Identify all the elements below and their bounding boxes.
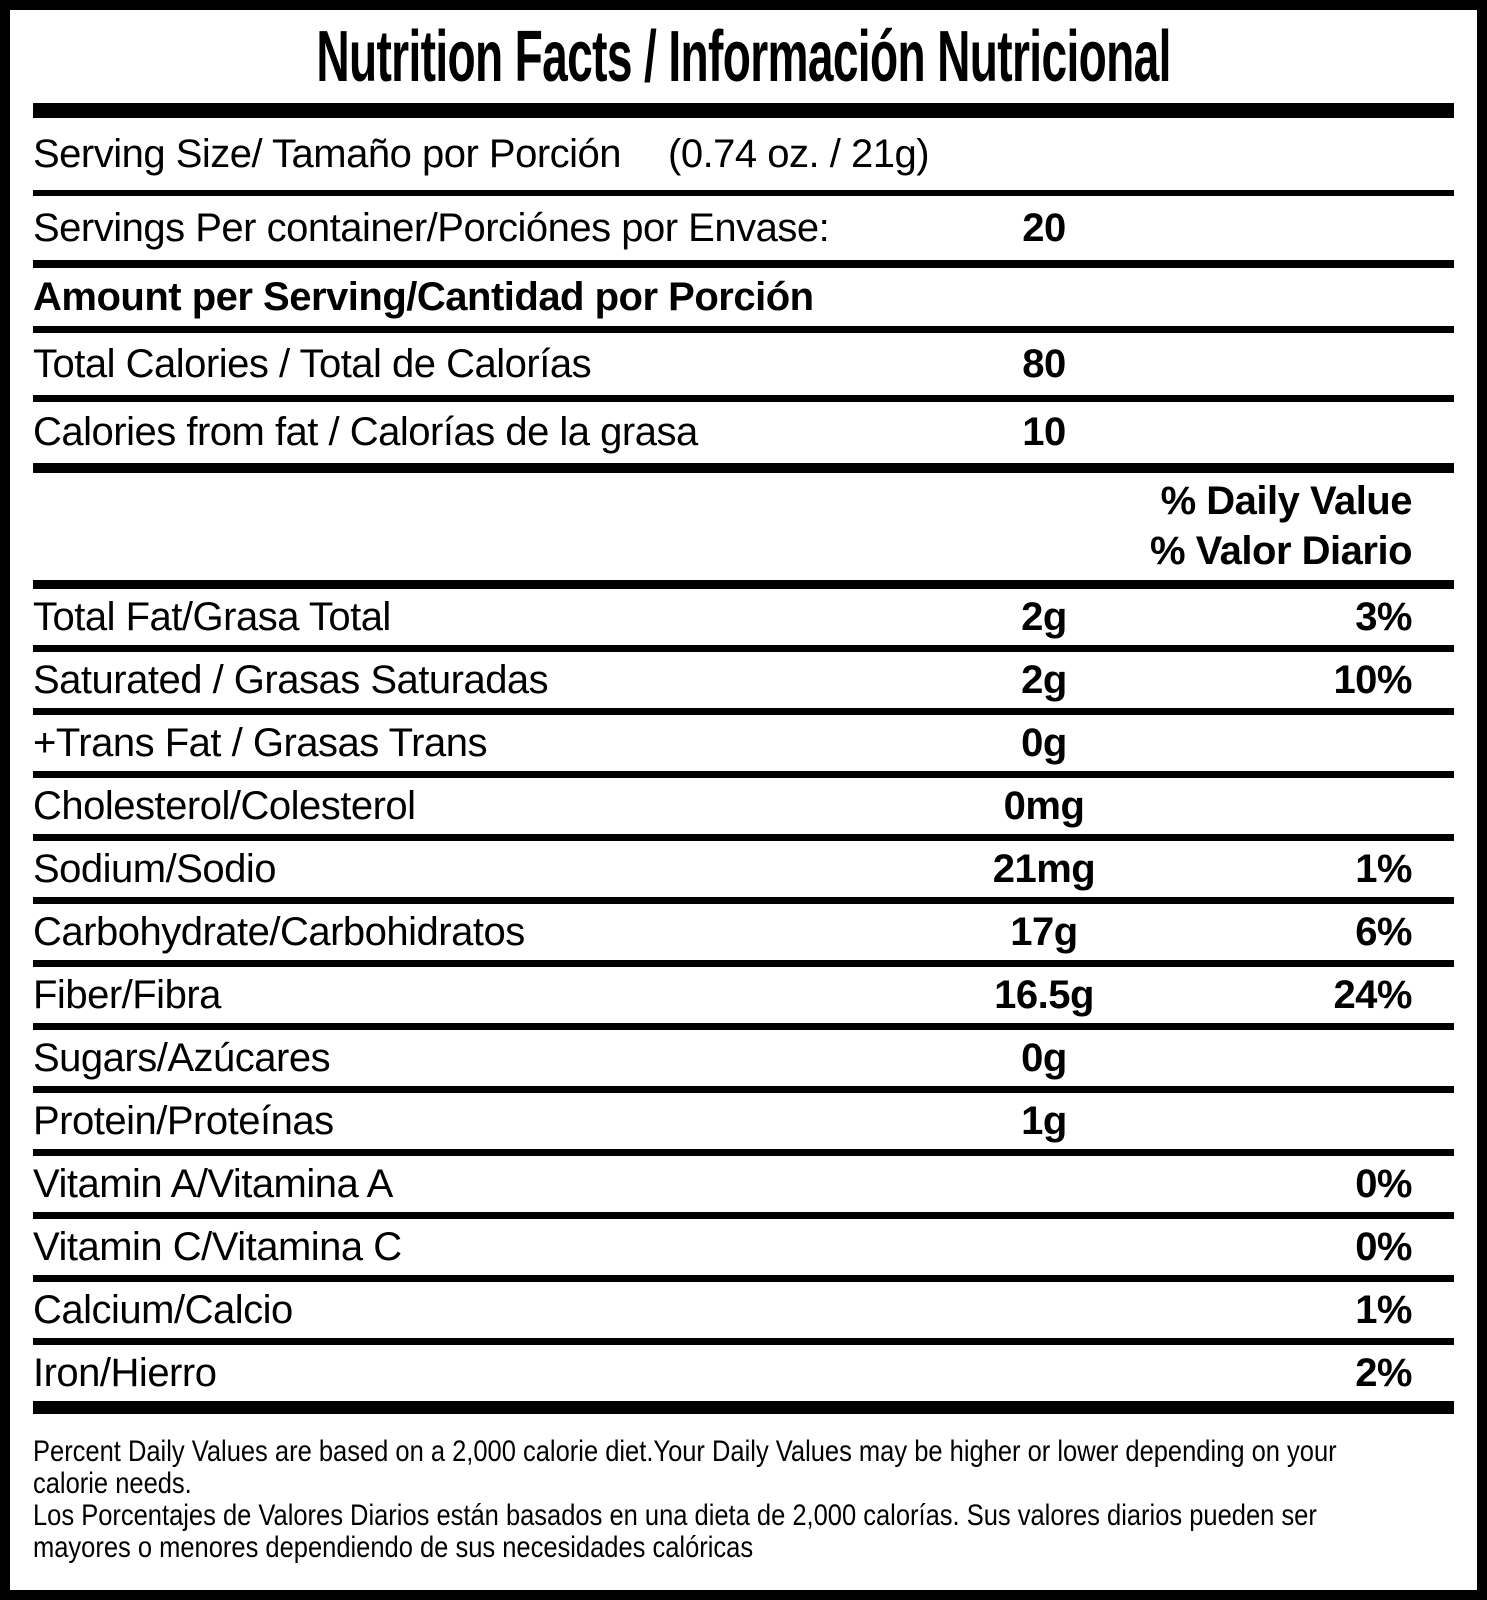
- separator: [33, 708, 1454, 715]
- footnote-line: Los Porcentajes de Valores Diarios están basados en una dieta de 2,000 calorías. Sus valores diarios pueden ser: [33, 1499, 1317, 1532]
- nutrient-row-carbohydrate: [33, 904, 1454, 960]
- nutrient-label: Total Fat/Grasa Total: [33, 594, 391, 639]
- nutrient-label: Sodium/Sodio: [33, 846, 277, 891]
- nutrient-row-fiber: [33, 967, 1454, 1023]
- separator-bottom-thick: [33, 1401, 1454, 1414]
- nutrient-amount: 17g: [1010, 909, 1078, 954]
- nutrient-amount: 2g: [1021, 594, 1067, 639]
- nutrient-label: Vitamin C/Vitamina C: [33, 1224, 402, 1269]
- total-calories-value: 80: [1022, 341, 1066, 386]
- servings-per-container-label: Servings Per container/Porciónes por Envase:: [33, 205, 830, 250]
- nutrient-label: Sugars/Azúcares: [33, 1035, 331, 1080]
- calories-from-fat-label: Calories from fat / Calorías de la grasa: [33, 410, 698, 454]
- separator: [33, 1212, 1454, 1219]
- nutrient-row-saturated-fat: [33, 652, 1454, 708]
- separator: [33, 395, 1454, 402]
- separator: [33, 834, 1454, 841]
- nutrient-dv: 10%: [1333, 657, 1412, 702]
- nutrient-row-cholesterol: [33, 778, 1454, 834]
- separator: [33, 1275, 1454, 1282]
- nutrient-label: Carbohydrate/Carbohidratos: [33, 909, 525, 954]
- label-title: Nutrition Facts / Información Nutricional: [316, 16, 1171, 97]
- nutrient-row-calcium: [33, 1282, 1454, 1338]
- nutrient-label: Fiber/Fibra: [33, 972, 221, 1017]
- nutrient-row-vitamin-a: [33, 1156, 1454, 1212]
- separator: [33, 260, 1454, 268]
- nutrient-row-protein: [33, 1093, 1454, 1149]
- calories-from-fat-value: 10: [1022, 410, 1066, 454]
- nutrient-dv: 2%: [1355, 1350, 1412, 1395]
- nutrient-amount: 0mg: [1003, 783, 1085, 828]
- amount-per-serving-header-row: [33, 268, 1454, 326]
- nutrient-amount: 21mg: [992, 846, 1096, 891]
- daily-value-header-en: % Daily Value: [1160, 478, 1412, 523]
- nutrient-row-sodium: [33, 841, 1454, 897]
- nutrient-amount: 2g: [1021, 657, 1067, 702]
- nutrient-row-total-fat: [33, 589, 1454, 645]
- servings-per-container-row: [33, 196, 1454, 260]
- total-calories-row: [33, 333, 1454, 395]
- nutrient-row-sugars: [33, 1030, 1454, 1086]
- separator-thick: [33, 580, 1454, 589]
- daily-value-header-block: [33, 473, 1454, 580]
- footnote-line: Percent Daily Values are based on a 2,000 calorie diet.Your Daily Values may be higher or lower depending on your: [33, 1435, 1337, 1468]
- footnote-line: mayores o menores dependiendo de sus necesidades calóricas: [33, 1531, 754, 1564]
- nutrient-dv: 0%: [1355, 1224, 1412, 1269]
- separator: [33, 897, 1454, 904]
- nutrient-dv: 1%: [1355, 1287, 1412, 1332]
- nutrient-label: Cholesterol/Colesterol: [33, 783, 416, 828]
- separator: [33, 326, 1454, 333]
- nutrient-row-iron: [33, 1345, 1454, 1401]
- servings-per-container-value: 20: [1022, 205, 1066, 250]
- nutrient-row-trans-fat: [33, 715, 1454, 771]
- nutrient-dv: 1%: [1355, 846, 1412, 891]
- amount-per-serving-header: Amount per Serving/Cantidad por Porción: [33, 274, 814, 319]
- nutrient-label: Saturated / Grasas Saturadas: [33, 657, 549, 702]
- serving-size-label: Serving Size/ Tamaño por Porción: [33, 131, 622, 176]
- title-separator-bar: [33, 103, 1454, 118]
- daily-value-header-es: % Valor Diario: [1150, 529, 1412, 574]
- separator: [33, 645, 1454, 652]
- nutrient-dv: 3%: [1355, 594, 1412, 639]
- total-calories-label: Total Calories / Total de Calorías: [33, 341, 592, 386]
- calories-from-fat-row: [33, 402, 1454, 463]
- nutrient-amount: 16.5g: [994, 972, 1094, 1017]
- nutrient-label: Calcium/Calcio: [33, 1287, 293, 1332]
- separator: [33, 1086, 1454, 1093]
- separator: [33, 960, 1454, 967]
- nutrient-amount: 1g: [1021, 1098, 1067, 1143]
- nutrient-label: +Trans Fat / Grasas Trans: [33, 720, 487, 765]
- separator: [33, 1149, 1454, 1156]
- nutrient-dv: 6%: [1355, 909, 1412, 954]
- nutrient-label: Protein/Proteínas: [33, 1098, 334, 1143]
- nutrient-dv: 24%: [1333, 972, 1412, 1017]
- label-title-row: [33, 10, 1454, 103]
- serving-size-row: [33, 118, 1454, 190]
- separator-thick: [33, 463, 1454, 473]
- daily-values-footnote: [33, 1414, 1337, 1564]
- separator: [33, 1023, 1454, 1030]
- separator: [33, 1338, 1454, 1345]
- serving-size-value: (0.74 oz. / 21g): [668, 131, 930, 176]
- footnote-line: calorie needs.: [33, 1467, 192, 1500]
- separator: [33, 771, 1454, 778]
- nutrient-label: Vitamin A/Vitamina A: [33, 1161, 393, 1206]
- nutrient-label: Iron/Hierro: [33, 1350, 217, 1395]
- nutrient-amount: 0g: [1021, 1035, 1067, 1080]
- nutrient-row-vitamin-c: [33, 1219, 1454, 1275]
- nutrient-dv: 0%: [1355, 1161, 1412, 1206]
- nutrient-amount: 0g: [1021, 720, 1067, 765]
